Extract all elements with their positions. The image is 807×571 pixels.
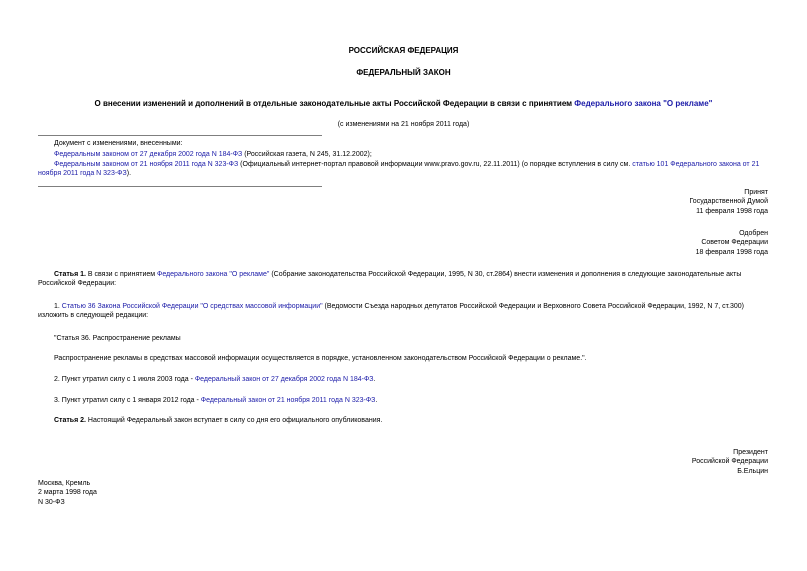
article-2-label: Статья 2.: [54, 417, 86, 424]
article-1-item-3-text: 3. Пункт утратил силу с 1 января 2012 года -: [54, 397, 201, 404]
article-2: [38, 416, 770, 425]
date-line: 2 марта 1998 года: [38, 489, 97, 497]
quoted-article-title: "Статья 36. Распространение рекламы: [54, 335, 181, 342]
changes-item-1: [54, 150, 770, 159]
quoted-article-body: Распространение рекламы в средствах массовой информации осуществляется в порядке, установленном законодательством Российской Федерации о рекламе.".: [54, 355, 587, 362]
article-1-item-2-end: .: [373, 376, 376, 383]
adopted-line-1: Принят: [744, 189, 768, 196]
article-1-text-b: (Собрание законодательства Российской Федерации, 1995, N 30, ст.2864) внести изменения и дополнения в следующие законодательные акты Российской Федерации:: [38, 271, 742, 288]
article-1-intro: [38, 270, 770, 289]
signature-line-1: Президент: [733, 449, 768, 456]
adopted-line-2: Государственной Думой: [689, 198, 768, 206]
changes-item-2-link-article[interactable]: статью 101 Федерального закона от 21 ноября 2011 года N 323-ФЗ: [38, 161, 760, 178]
article-1-item-2-text: 2. Пункт утратил силу с 1 июля 2003 года -: [54, 376, 195, 383]
revision-note: (с изменениями на 21 ноября 2011 года): [337, 121, 470, 128]
country-heading: РОССИЙСКАЯ ФЕДЕРАЦИЯ: [348, 46, 459, 55]
place-line: Москва, Кремль: [38, 480, 91, 487]
changes-item-2: [38, 160, 770, 179]
law-title-link[interactable]: Федерального закона "О рекламе": [574, 99, 713, 108]
law-title-text: О внесении изменений и дополнений в отдельные законодательные акты Российской Федерации в связи с принятием: [94, 99, 575, 108]
article-1-item-3-end: .: [375, 397, 378, 404]
article-2-text: Настоящий Федеральный закон вступает в силу со дня его официального опубликования.: [85, 417, 383, 424]
changes-bottom-divider: [38, 186, 322, 187]
signature-block: [468, 448, 768, 476]
article-1-item-1-number: 1.: [54, 303, 62, 310]
approved-line-1: Одобрен: [739, 230, 768, 237]
article-1-item-2-link[interactable]: Федеральный закон от 27 декабря 2002 года N 184-ФЗ: [194, 376, 374, 383]
approved-line-2: Советом Федерации: [701, 239, 768, 247]
changes-item-2-link[interactable]: Федеральным законом от 21 ноября 2011 года N 323-ФЗ: [54, 161, 239, 168]
article-1-item-1-text: (Ведомости Съезда народных депутатов Российской Федерации и Верховного Совета Российской Федерации, 1992, N 7, ст.300) изложить в следующей редакции:: [38, 303, 744, 320]
signature-line-3: Б.Ельцин: [737, 467, 768, 475]
article-1-item-3-link[interactable]: Федеральный закон от 21 ноября 2011 года N 323-ФЗ: [200, 397, 376, 404]
adopted-block: [468, 188, 768, 216]
law-title: [0, 99, 807, 110]
article-1-item-2: [38, 375, 770, 384]
article-1-item-3: [38, 396, 770, 405]
changes-top-divider: [38, 135, 322, 136]
law-number-line: N 30-ФЗ: [38, 498, 65, 506]
article-1-label: Статья 1.: [54, 271, 86, 278]
article-1-item-1-link[interactable]: Статью 36 Закона Российской Федерации "О средствах массовой информации": [61, 303, 323, 310]
changes-item-1-text: (Российская газета, N 245, 31.12.2002);: [242, 151, 372, 158]
article-1-link[interactable]: Федерального закона "О рекламе": [157, 271, 270, 278]
signature-line-2: Российской Федерации: [691, 458, 768, 466]
approved-block: [468, 229, 768, 257]
place-date-block: [38, 479, 338, 507]
changes-item-2-end: ).: [126, 170, 132, 178]
article-1-text-a: В связи с принятием: [85, 271, 157, 278]
changes-intro: Документ с изменениями, внесенными:: [54, 140, 183, 147]
approved-line-3: 18 февраля 1998 года: [695, 248, 768, 256]
adopted-line-3: 11 февраля 1998 года: [696, 207, 768, 215]
article-1-item-1: [38, 302, 770, 321]
changes-item-2-text: (Официальный интернет-портал правовой информации www.pravo.gov.ru, 22.11.2011) (о порядке вступления в силу см.: [238, 161, 633, 168]
changes-item-1-link[interactable]: Федеральным законом от 27 декабря 2002 года N 184-ФЗ: [54, 151, 243, 158]
law-type-heading: ФЕДЕРАЛЬНЫЙ ЗАКОН: [356, 68, 451, 77]
